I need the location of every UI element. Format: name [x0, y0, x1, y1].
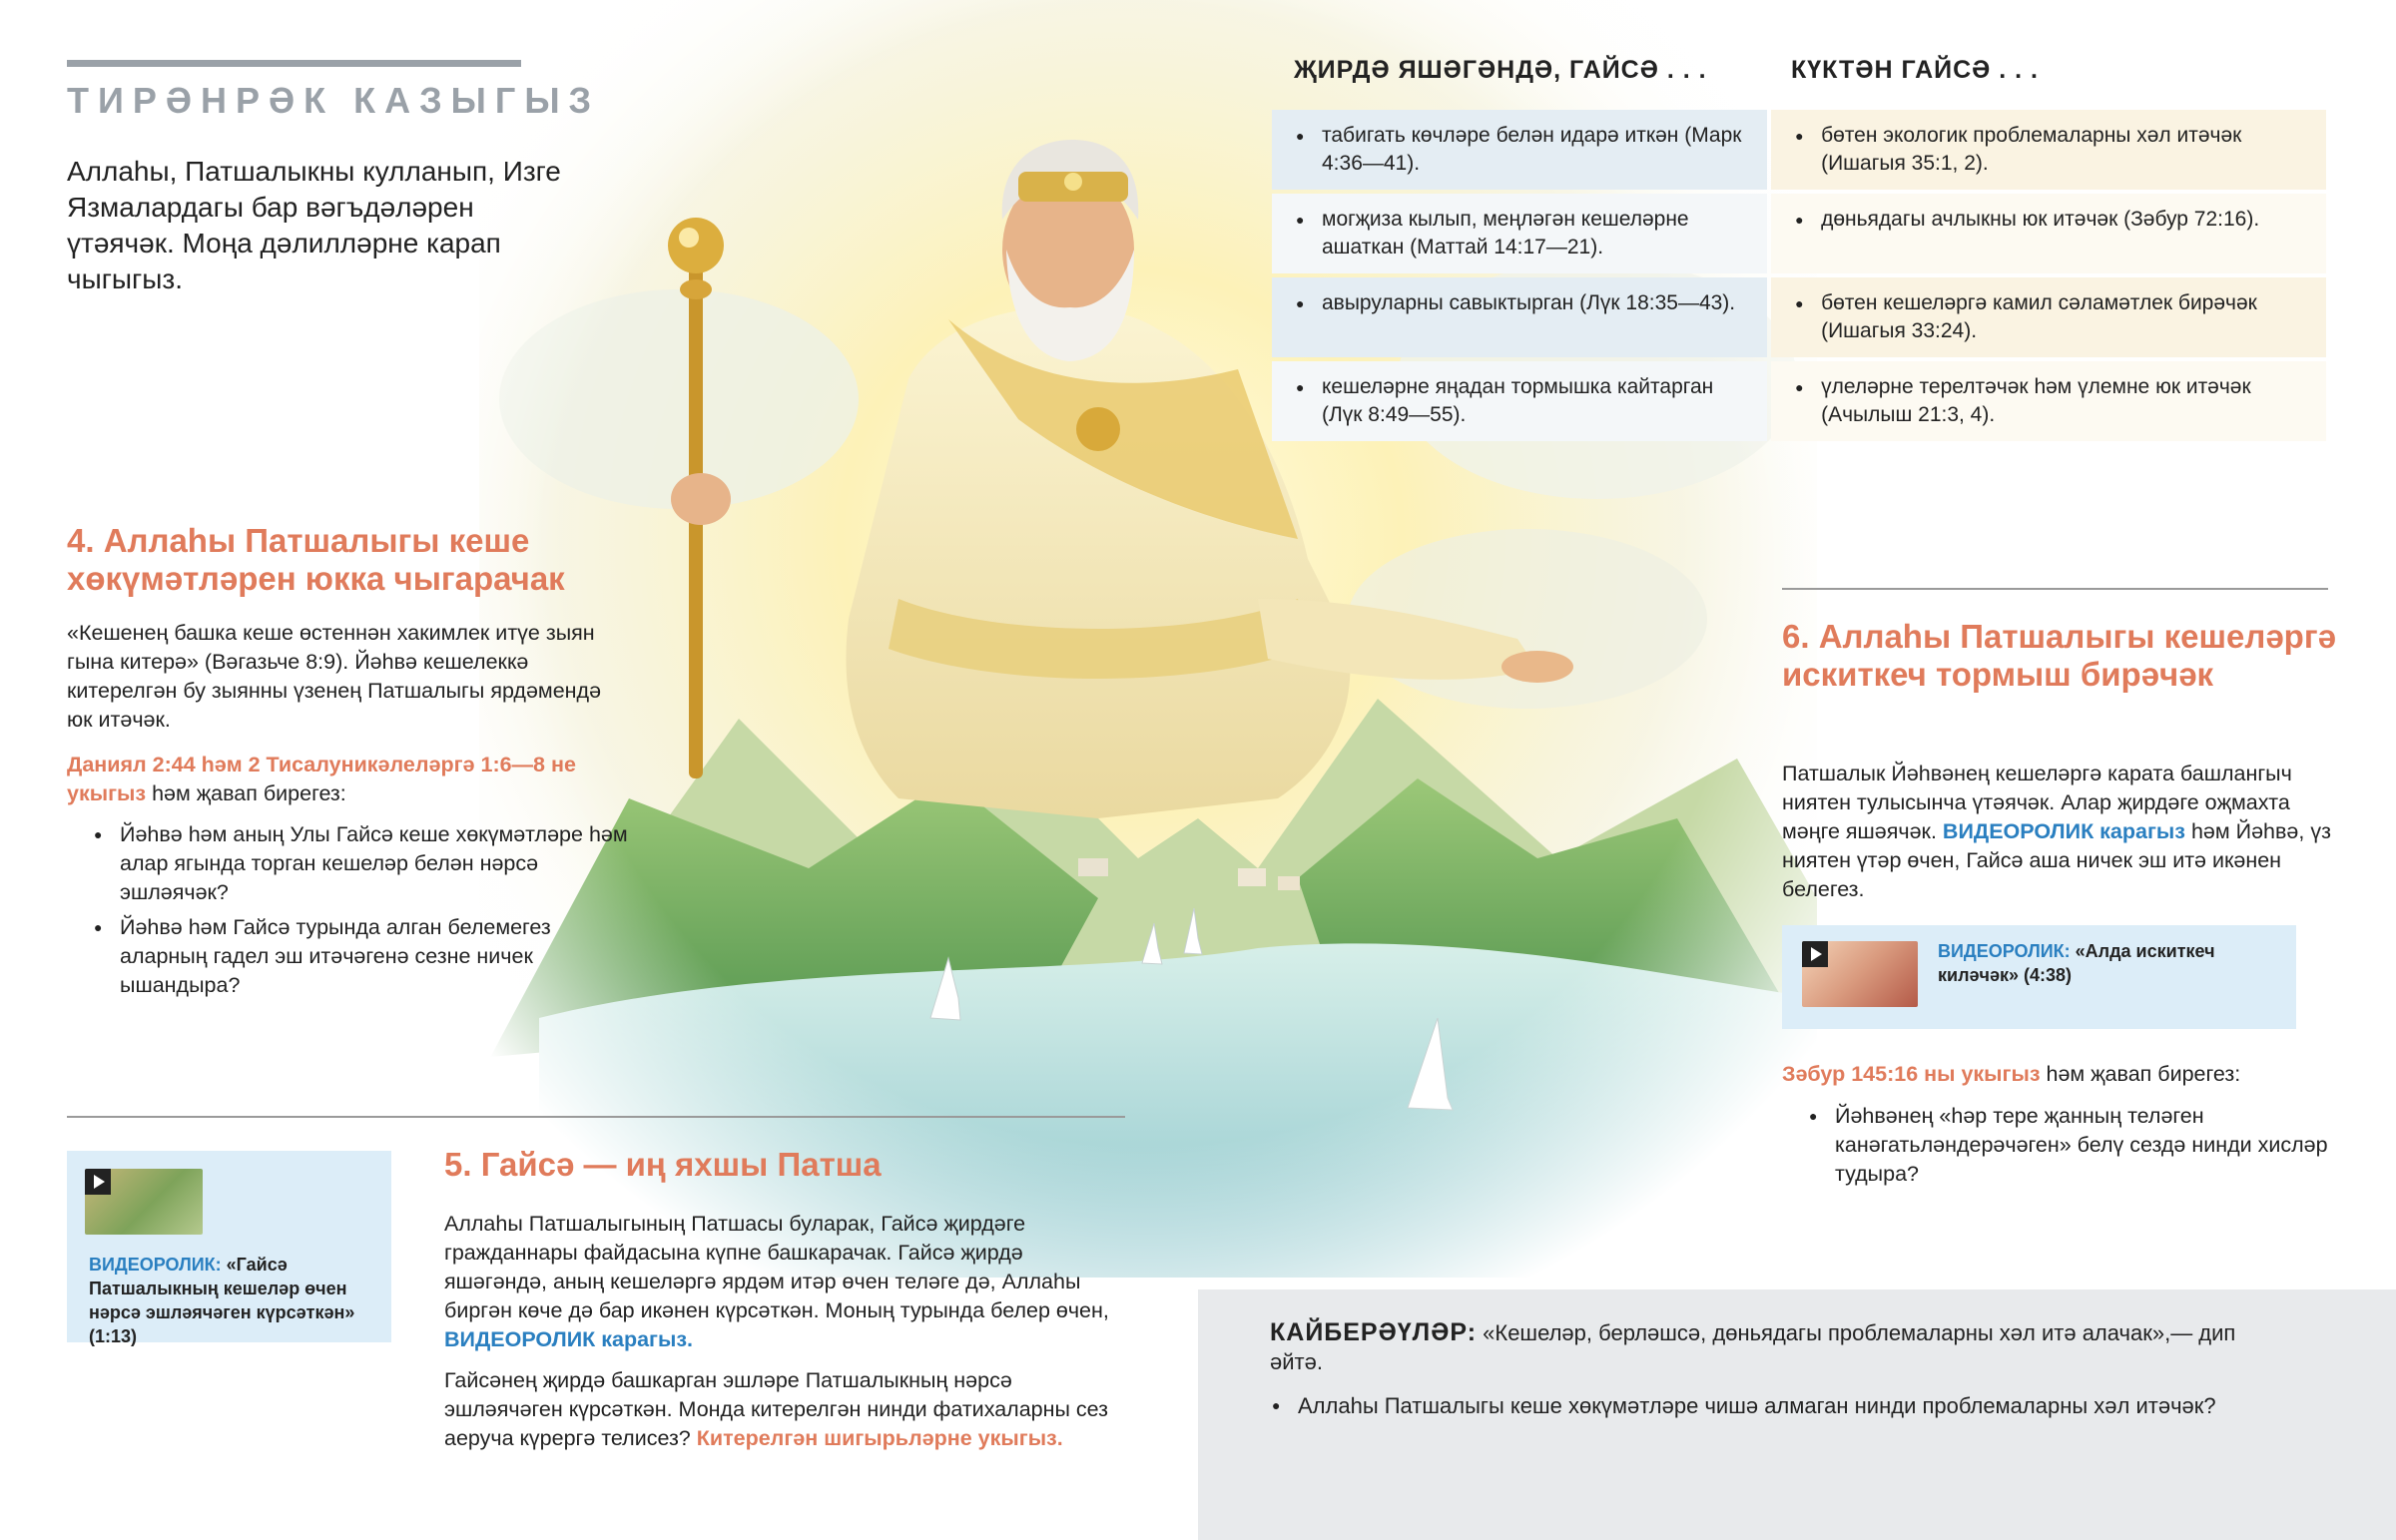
- section-5-paragraph-1: [444, 1210, 1123, 1354]
- scripture-reference[interactable]: Даниял 2:44 һәм 2 Тисалуникәлеләргә 1:6—8 не укыгыз: [67, 753, 576, 805]
- section-4-questions: [92, 820, 631, 1006]
- play-icon[interactable]: [1802, 941, 1828, 967]
- section-4-read-instruction: [67, 751, 626, 808]
- some-say-label: КАЙБЕРӘҮЛӘР:: [1270, 1318, 1478, 1346]
- section-divider: [67, 1116, 1125, 1118]
- paragraph-text: һәм Йәһвә, үз ниятен үтәр өчен, Гайсә аша ничек эш итә икәнен белегез.: [1782, 819, 2331, 901]
- video-label: ВИДЕОРОЛИК:: [1938, 941, 2071, 961]
- section-6-title: 6. Аллаһы Патшалыгы кешеләргә искиткеч тормыш бирәчәк: [1782, 618, 2336, 693]
- video-box-section-6[interactable]: [1782, 925, 2296, 1029]
- video-label: ВИДЕОРОЛИК:: [89, 1255, 222, 1275]
- scripture-link[interactable]: Китерелгән шигырьләрне укыгыз.: [696, 1426, 1063, 1450]
- section-6-paragraph: [1782, 760, 2351, 904]
- table-cell-earth: ● авыруларны савыктырган (Лүк 18:35—43).: [1272, 277, 1767, 357]
- section-5-paragraph-2: [444, 1366, 1123, 1453]
- deepen-title: ТИРӘНРӘК КАЗЫГЫЗ: [67, 80, 601, 121]
- video-title: «Алда искиткеч киләчәк» (4:38): [1938, 941, 2215, 985]
- table-cell-heaven: ● бөтен кешеләргә камил сәламәтлек бирәчәк (Ишагыя 33:24).: [1771, 277, 2326, 357]
- video-title: «Гайсә Патшалыкның кешеләр өчен нәрсә эшләячәген күрсәткән» (1:13): [89, 1255, 355, 1346]
- scripture-reference[interactable]: Зәбур 145:16 ны укыгыз: [1782, 1062, 2041, 1086]
- some-say-text: «Кешеләр, берләшсә, дөньядагы проблемаларны хәл итә алачак»,— дип әйтә.: [1270, 1320, 2236, 1374]
- section-4-paragraph: «Кешенең башка кеше өстеннән хакимлек итүе зыян гына китерә» (Вәгазьче 8:9). Йәһвә кешелеккә китерелгән бу зыянны үзенең Патшалыгы ярдәмендә юк итәчәк.: [67, 621, 602, 732]
- paragraph-text: Гайсәнең җирдә башкарган эшләре Патшалыкның нәрсә эшләячәген күрсәткән. Монда китерелгән нинди фатихаларны сез аеруча күрергә телисез?: [444, 1368, 1109, 1450]
- read-instruction-rest: һәм җавап бирегез:: [2040, 1062, 2241, 1086]
- table-row: [1272, 110, 2326, 190]
- table-cell-earth: ● табигать көчләре белән идарә иткән (Марк 4:36—41).: [1272, 110, 1767, 190]
- intro-text: Аллаһы, Патшалыкны кулланып, Изге Язмалардагы бар вәгъдәләрен үтәячәк. Моңа дәлилләрне карап чыгыгыз.: [67, 156, 561, 294]
- column-heading-on-earth: ҖИРДӘ ЯШӘГӘНДӘ, ГАЙСӘ . . .: [1294, 56, 1707, 84]
- read-instruction-rest: һәм җавап бирегез:: [146, 781, 346, 805]
- some-say-statement: [1270, 1318, 2248, 1376]
- section-divider: [1782, 588, 2328, 590]
- video-caption[interactable]: [1938, 939, 2277, 987]
- table-row: [1272, 277, 2326, 357]
- video-thumbnail[interactable]: [85, 1169, 203, 1235]
- list-item: ● Йәһвәнең «һәр тере җанның теләген канәгатьләндерәчәген» белү сездә нинди хисләр тудыра?: [1807, 1102, 2346, 1189]
- video-thumbnail[interactable]: [1802, 941, 1918, 1007]
- table-cell-heaven: ● үлеләрне терелтәчәк һәм үлемне юк итәчәк (Ачылыш 21:3, 4).: [1771, 361, 2326, 441]
- some-say-questions: [1270, 1391, 2328, 1426]
- list-item: ● Йәһвә һәм аның Улы Гайсә кеше хөкүмәтләре һәм алар ягында торган кешеләр белән нәрсә эшләячәк?: [92, 820, 631, 907]
- section-5-title: 5. Гайсә — иң яхшы Патша: [444, 1146, 882, 1183]
- list-item: ● Аллаһы Патшалыгы кеше хөкүмәтләре чишә алмаган нинди проблемаларны хәл итәчәк?: [1270, 1391, 2328, 1420]
- table-cell-earth: ● могҗиза кылып, меңләгән кешеләрне ашаткан (Маттай 14:17—21).: [1272, 194, 1767, 273]
- section-6-read-instruction: [1782, 1060, 2341, 1089]
- paragraph-text: Аллаһы Патшалыгының Патшасы буларак, Гайсә җирдәге гражданнары файдасына күпне башкарачак. Гайсә җирдә яшәгәндә, аның кешеләргә ярдәм итәр өчен теләге дә, Аллаһы биргән көче дә бар икәнен күрсәткән. Моның турында белер өчен,: [444, 1212, 1109, 1322]
- column-heading-from-heaven: КҮКТӘН ГАЙСӘ . . .: [1791, 56, 2039, 84]
- list-item: ● Йәһвә һәм Гайсә турында алган белемегез аларның гадел эш итәчәгенә сезне ничек ышандыра?: [92, 913, 631, 1000]
- table-row: [1272, 194, 2326, 273]
- table-cell-heaven: ● дөньядагы ачлыкны юк итәчәк (Зәбур 72:16).: [1771, 194, 2326, 273]
- table-row: [1272, 361, 2326, 441]
- header-rule: [67, 60, 521, 67]
- comparison-table: [1268, 106, 2330, 445]
- video-caption[interactable]: [89, 1253, 378, 1348]
- table-cell-earth: ● кешеләрне яңадан тормышка кайтарган (Лүк 8:49—55).: [1272, 361, 1767, 441]
- section-6-questions: [1807, 1102, 2346, 1195]
- play-icon[interactable]: [85, 1169, 111, 1195]
- section-4-title: 4. Аллаһы Патшалыгы кеше хөкүмәтләрен юкка чыгарачак: [67, 522, 565, 597]
- paragraph-text: Патшалык Йәһвәнең кешеләргә карата башлангыч ниятен тулысынча үтәячәк. Алар җирдәге оҗмахта мәңге яшәячәк.: [1782, 762, 2292, 843]
- table-cell-heaven: ● бөтен экологик проблемаларны хәл итәчәк (Ишагыя 35:1, 2).: [1771, 110, 2326, 190]
- video-box-section-5[interactable]: [67, 1151, 391, 1346]
- video-link[interactable]: ВИДЕОРОЛИК карагыз: [1942, 819, 2185, 843]
- video-link[interactable]: ВИДЕОРОЛИК карагыз.: [444, 1327, 694, 1351]
